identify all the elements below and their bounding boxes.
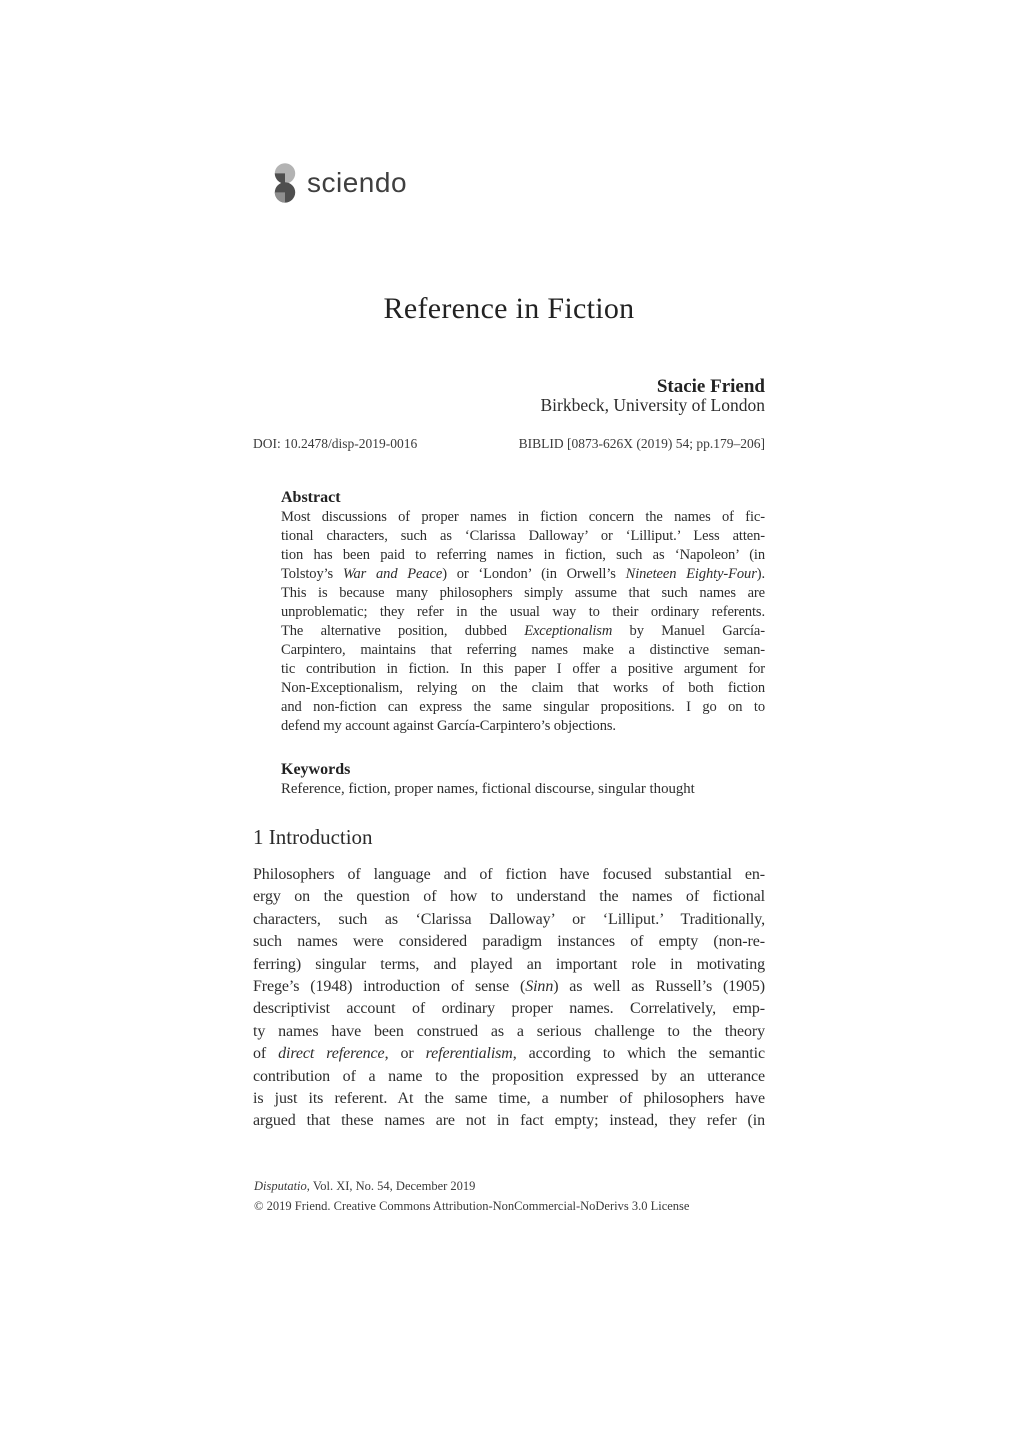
journal-citation: Disputatio, Vol. XI, No. 54, December 2019 xyxy=(254,1179,476,1193)
text-line: such names were considered paradigm instances of empty (non-re- xyxy=(253,933,765,951)
text-line: The alternative position, dubbed Exceptionalism by Manuel García- xyxy=(281,623,765,639)
keywords-heading: Keywords xyxy=(281,761,351,778)
abstract-section xyxy=(281,487,765,736)
publisher-wordmark: sciendo xyxy=(307,167,408,198)
text-line: contribution of a name to the proposition expressed by an utterance xyxy=(253,1067,765,1085)
text-line: ty names have been construed as a serious challenge to the theory xyxy=(253,1022,765,1040)
journal-footer xyxy=(254,1176,814,1216)
introduction-paragraph xyxy=(253,864,765,1133)
paper-title: Reference in Fiction xyxy=(383,292,635,325)
text-line: ergy on the question of how to understand the names of fictional xyxy=(253,888,765,906)
text-line: argued that these names are not in fact empty; instead, they refer (in xyxy=(253,1112,765,1130)
text-line: tion has been paid to referring names in fiction, such as ‘Napoleon’ (in xyxy=(281,547,765,563)
text-line: Carpintero, maintains that referring names make a distinctive seman- xyxy=(281,642,765,658)
text-line: and non-fiction can express the same singular propositions. I go on to xyxy=(281,699,765,715)
publisher-logo xyxy=(272,163,407,203)
text-line: descriptivist account of ordinary proper names. Correlatively, emp- xyxy=(253,1000,765,1018)
article-meta xyxy=(253,436,765,452)
section-heading-introduction: 1 Introduction xyxy=(253,825,373,849)
text-line: Most discussions of proper names in fiction concern the names of fic- xyxy=(281,509,765,525)
text-line: defend my account against García-Carpintero’s objections. xyxy=(281,718,616,734)
text-line: ferring) singular terms, and played an important role in motivating xyxy=(253,955,765,973)
text-line: is just its referent. At the same time, a number of philosophers have xyxy=(253,1090,765,1108)
sciendo-s-icon xyxy=(272,163,298,203)
author-affiliation: Birkbeck, University of London xyxy=(540,395,765,415)
text-line: characters, such as ‘Clarissa Dalloway’ or ‘Lilliput.’ Traditionally, xyxy=(253,910,765,928)
license-note: © 2019 Friend. Creative Commons Attribution-NonCommercial-NoDerivs 3.0 License xyxy=(254,1199,690,1213)
author-block xyxy=(253,377,765,415)
text-line: tic contribution in fiction. In this paper I offer a positive argument for xyxy=(281,661,765,677)
abstract-text xyxy=(281,508,765,736)
text-line: Frege’s (1948) introduction of sense (Sinn) as well as Russell’s (1905) xyxy=(253,978,765,996)
text-line: tional characters, such as ‘Clarissa Dalloway’ or ‘Lilliput.’ Less atten- xyxy=(281,528,765,544)
text-line: unproblematic; they refer in the usual way to their ordinary referents. xyxy=(281,604,765,620)
text-line: of direct reference, or referentialism, according to which the semantic xyxy=(253,1045,765,1063)
keywords-section xyxy=(281,759,765,799)
doi-text: DOI: 10.2478/disp-2019-0016 xyxy=(253,436,418,451)
text-line: Tolstoy’s War and Peace) or ‘London’ (in Orwell’s Nineteen Eighty-Four). xyxy=(281,566,765,582)
text-line: Philosophers of language and of fiction have focused substantial en- xyxy=(253,866,765,883)
text-line: Non-Exceptionalism, relying on the claim that works of both fiction xyxy=(281,680,765,696)
keywords-text: Reference, fiction, proper names, fictional discourse, singular thought xyxy=(281,781,695,797)
biblid-text: BIBLID [0873-626X (2019) 54; pp.179–206] xyxy=(518,436,765,451)
abstract-heading: Abstract xyxy=(281,489,341,506)
text-line: This is because many philosophers simply assume that such names are xyxy=(281,585,765,601)
author-name: Stacie Friend xyxy=(656,376,765,397)
